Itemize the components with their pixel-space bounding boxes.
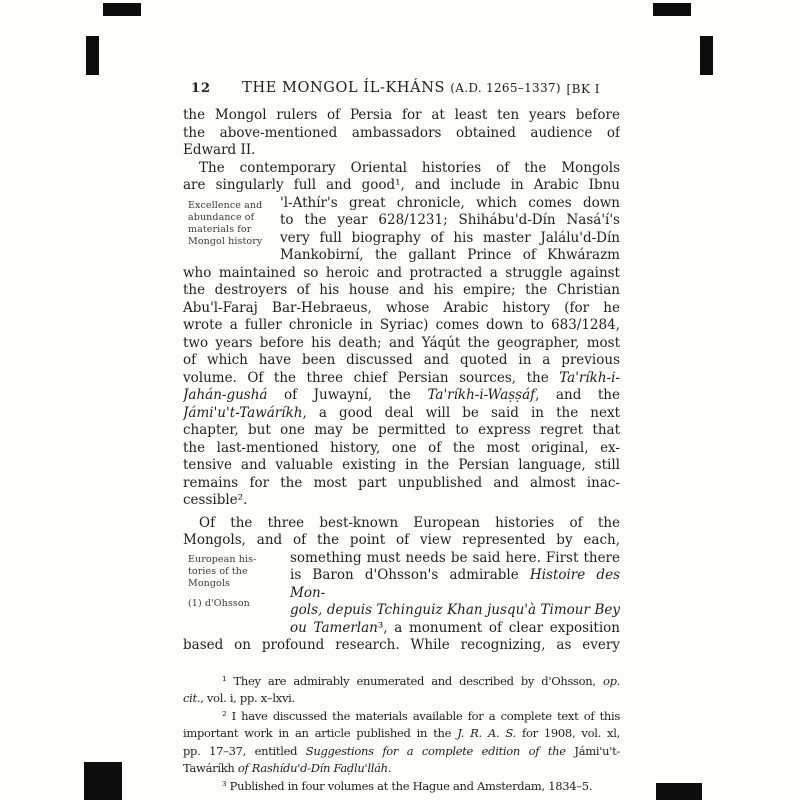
- sidenote-european-histories: [188, 554, 276, 610]
- footnote-line: Tawáríkh of Rashídu'd-Dín Faḍlu'lláh.: [183, 761, 392, 775]
- text-line: Mankobirní, the gallant Prince of Khwárazm: [280, 247, 620, 263]
- text-line: to the year 628/1231; Shihábu'd-Dín Nasá'í's: [280, 212, 620, 228]
- text-line: based on profound research. While recognizing, as every: [183, 637, 620, 653]
- text-line: remains for the most part unpublished and almost inac-: [183, 474, 620, 491]
- paragraph-2: [183, 160, 620, 510]
- text-line: tensive and valuable existing in the Persian language, still: [183, 457, 620, 473]
- sidenote-line: abundance of: [188, 211, 255, 223]
- page-number: 12: [191, 81, 212, 96]
- scan-artifact-top-right: [653, 3, 691, 16]
- footnote-line: ³ Published in four volumes at the Hague and Amsterdam, 1834–5.: [222, 778, 593, 793]
- text-line: Abu'l-Faraj Bar-Hebraeus, whose Arabic history (for he: [183, 299, 620, 316]
- book-marker: [BK I: [566, 82, 600, 96]
- text-line: Jámi'u't-Tawáríkh, a good deal will be said in the next: [183, 404, 620, 421]
- text-line: gols, depuis Tchinguiz Khan jusqu'à Timour Bey: [290, 602, 620, 618]
- footnote-line: important work in an article published in the J. R. A. S. for 1908, vol. xl,: [183, 726, 620, 740]
- text-line: the destroyers of his house and his empire; the Christian: [183, 282, 620, 298]
- text-column: [183, 80, 620, 795]
- scan-artifact-left-bar: [86, 36, 99, 75]
- text-line: the Mongol rulers of Persia for at least ten years before: [183, 107, 620, 123]
- sidenote-line: Mongol history: [188, 235, 263, 247]
- scan-artifact-right-bar: [700, 36, 713, 75]
- sidenote-line: tories of the: [188, 565, 248, 577]
- text-line: something must needs be said here. First there: [290, 549, 620, 566]
- text-line: chapter, but one may be permitted to express regret that: [183, 422, 620, 438]
- text-line: the above-mentioned ambassadors obtained audience of: [183, 124, 620, 141]
- text-line: of which have been discussed and quoted in a previous: [183, 352, 620, 368]
- scan-artifact-top-left: [103, 3, 141, 16]
- sidenote-materials: [188, 200, 276, 248]
- sidenote-ref-dohsson: (1) d'Ohsson: [188, 597, 250, 609]
- sidenote-line: materials for: [188, 223, 252, 235]
- sidenote-line: European his-: [188, 553, 257, 565]
- text-line: ou Tamerlan³, a monument of clear exposition: [290, 619, 620, 636]
- text-line: volume. Of the three chief Persian sources, the Ta'ríkh-i-: [183, 369, 620, 386]
- text-line: cessible².: [183, 492, 248, 508]
- text-line: 'l-Athír's great chronicle, which comes down: [280, 194, 620, 211]
- text-line: The contemporary Oriental histories of the Mongols: [199, 159, 620, 176]
- footnote-line: pp. 17–37, entitled Suggestions for a complete edition of the Jámi'u't-: [183, 743, 620, 758]
- footnote-line: ² I have discussed the materials available for a complete text of this: [222, 708, 620, 723]
- text-line: two years before his death; and Yáqút the geographer, most: [183, 334, 620, 351]
- text-line: Of the three best-known European histories of the: [199, 514, 620, 531]
- footnote-line: cit., vol. i, pp. x–lxvi.: [183, 691, 295, 705]
- header-title: [183, 80, 620, 96]
- scan-artifact-bottom-right: [656, 783, 702, 800]
- text-line: is Baron d'Ohsson's admirable Histoire des Mon-: [290, 567, 620, 601]
- footnotes: [183, 673, 620, 796]
- text-line: Edward II.: [183, 142, 256, 158]
- sidenote-line: Excellence and: [188, 199, 263, 211]
- paragraph-3: [183, 515, 620, 655]
- footnote-line: ¹ They are admirably enumerated and described by d'Ohsson, op.: [222, 673, 620, 688]
- text-line: are singularly full and good¹, and include in Arabic Ibnu: [183, 177, 620, 193]
- scan-artifact-bottom-left: [84, 762, 122, 800]
- header-era: (A.D. 1265–1337): [450, 81, 561, 95]
- running-header: [183, 80, 620, 98]
- text-line: Mongols, and of the point of view represented by each,: [183, 532, 620, 548]
- paragraph-1: [183, 107, 620, 160]
- sidenote-line: Mongols: [188, 577, 230, 589]
- text-line: Jahán-gushá of Juwayní, the Ta'ríkh-i-Waṣṣáf, and the: [183, 387, 620, 403]
- text-line: wrote a fuller chronicle in Syriac) comes down to 683/1284,: [183, 317, 620, 333]
- sidenote-lines: [188, 554, 276, 590]
- header-title-text: THE MONGOL ÍL-KHÁNS: [242, 80, 446, 96]
- text-line: who maintained so heroic and protracted a struggle against: [183, 264, 620, 281]
- text-line: very full biography of his master Jalálu'd-Dín: [280, 229, 620, 246]
- text-line: the last-mentioned history, one of the most original, ex-: [183, 439, 620, 456]
